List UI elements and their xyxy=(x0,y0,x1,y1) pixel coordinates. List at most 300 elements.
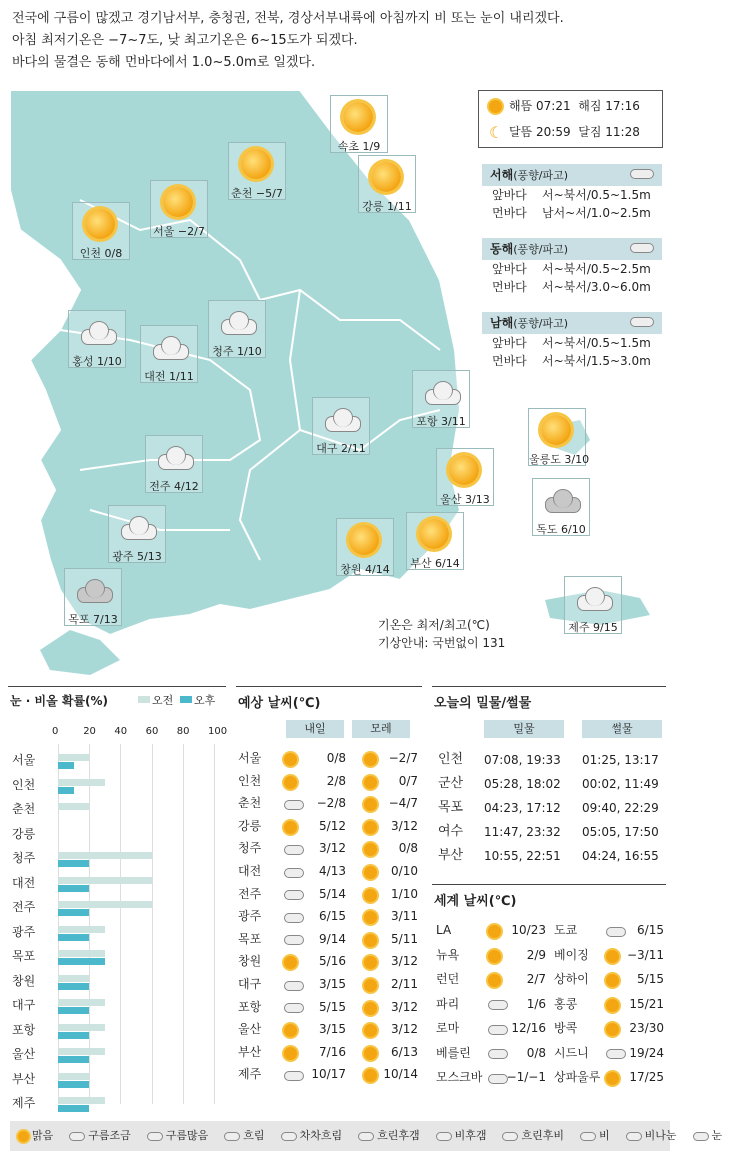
precip-pm-bar xyxy=(58,1105,89,1112)
world-city: 홍콩 xyxy=(554,996,578,1011)
forecast-icon-1 xyxy=(284,772,297,792)
map-city-label: 인천 0/8 xyxy=(79,247,123,260)
precip-city: 제주 xyxy=(12,1096,36,1110)
forecast-city: 인천 xyxy=(238,773,262,788)
forecast-icon-2 xyxy=(364,817,377,837)
sea-row-label: 먼바다 xyxy=(492,280,527,294)
sun-icon xyxy=(364,866,377,879)
sea-header xyxy=(482,164,662,186)
precip-city: 부산 xyxy=(12,1071,36,1086)
sunset-time: 17:16 xyxy=(605,99,640,113)
forecast-temp-1: 4/13 xyxy=(319,864,346,878)
sea-row xyxy=(482,260,662,278)
legend-item xyxy=(436,1129,495,1142)
map-city xyxy=(330,95,388,153)
forecast-icon-1 xyxy=(284,839,304,859)
forecast-icon-2 xyxy=(364,952,377,972)
forecast-temp-2: 0/7 xyxy=(398,773,418,788)
world-city: LA xyxy=(436,923,452,937)
precip-tick: 40 xyxy=(114,726,128,737)
cloud-icon xyxy=(117,516,157,538)
sun-icon xyxy=(364,934,377,947)
tide-title: 오늘의 밀물/썰물 xyxy=(434,696,532,711)
headline-line-2: 아침 최저기온은 −7~7도, 낮 최고기온은 6~15도가 되겠다. xyxy=(12,33,358,48)
precip-city: 목포 xyxy=(12,949,36,963)
map-city xyxy=(228,142,286,200)
sea-sub: (풍향/파고) xyxy=(513,169,568,182)
sun-icon xyxy=(349,525,379,555)
world-temp: 17/25 xyxy=(629,1070,664,1084)
sun-icon xyxy=(364,911,377,924)
cloud-icon xyxy=(284,800,304,810)
tide-col-high: 밀물 xyxy=(484,720,564,738)
world-city: 뉴욕 xyxy=(436,947,460,962)
forecast-icon-1 xyxy=(284,907,304,927)
sea-row-value: 서~북서/1.5~3.0m xyxy=(542,354,651,368)
precip-pm-bar xyxy=(58,909,89,916)
sun-moon-box xyxy=(478,90,663,148)
sun-icon xyxy=(364,979,377,992)
map-city xyxy=(108,505,166,563)
legend-item xyxy=(69,1129,139,1142)
tide-low: 00:02, 11:49 xyxy=(582,777,659,791)
precip-city: 청주 xyxy=(12,851,36,865)
forecast-temp-1: −2/8 xyxy=(316,796,346,811)
forecast-city: 전주 xyxy=(238,886,262,901)
precip-am-bar xyxy=(58,852,152,859)
forecast-temp-1: 2/8 xyxy=(326,773,346,788)
precip-pm-bar xyxy=(58,1056,89,1063)
world-city: 파리 xyxy=(436,996,460,1011)
sun-icon xyxy=(364,1024,377,1037)
sea-box xyxy=(482,312,662,370)
forecast-icon-1 xyxy=(284,1065,304,1085)
precip-am-bar xyxy=(58,926,105,933)
map-city-label: 포항 3/11 xyxy=(416,415,466,428)
forecast-temp-2: 5/11 xyxy=(391,931,418,946)
sun-icon xyxy=(284,821,297,834)
precip-gridline xyxy=(152,744,153,1104)
world-temp: −1/−1 xyxy=(506,1070,546,1084)
forecast-icon-1 xyxy=(284,998,304,1018)
forecast-icon-1 xyxy=(284,975,304,995)
cloud-icon xyxy=(284,1071,304,1081)
world-temp: 1/6 xyxy=(526,996,546,1011)
forecast-icon-2 xyxy=(364,862,377,882)
sun-icon xyxy=(364,1069,377,1082)
map-city xyxy=(564,576,622,634)
precip-city: 울산 xyxy=(12,1047,36,1061)
sunset-label: 해짐 xyxy=(578,99,602,113)
map-city-label: 울릉도 3/10 xyxy=(529,453,590,466)
cloud-icon xyxy=(630,169,654,179)
legend-item xyxy=(626,1129,685,1142)
headline-line-3: 바다의 물결은 동해 먼바다에서 1.0~5.0m로 일겠다. xyxy=(12,55,316,70)
forecast-city: 광주 xyxy=(238,909,262,924)
sea-row xyxy=(482,352,662,370)
cloud-icon xyxy=(147,1132,163,1141)
precip-am-bar xyxy=(58,803,89,810)
map-city-label: 독도 6/10 xyxy=(536,523,586,536)
tide-high: 11:47, 23:32 xyxy=(484,825,561,839)
forecast-icon-2 xyxy=(364,907,377,927)
world-city: 상하이 xyxy=(554,972,589,986)
sea-row-label: 먼바다 xyxy=(492,354,527,368)
forecast-icon-1 xyxy=(284,885,304,905)
tide-low: 01:25, 13:17 xyxy=(582,753,659,767)
map-city-label: 제주 9/15 xyxy=(568,621,618,634)
sunrise-icon xyxy=(489,100,502,113)
map-city-label: 울산 3/13 xyxy=(440,493,490,506)
tide-low: 05:05, 17:50 xyxy=(582,825,659,839)
forecast-icon-2 xyxy=(364,794,377,814)
map-city xyxy=(150,180,208,238)
world-city: 베이징 xyxy=(554,947,589,962)
sea-sub: (풍향/파고) xyxy=(513,317,568,330)
forecast-temp-2: 0/10 xyxy=(391,864,418,878)
forecast-temp-1: 5/16 xyxy=(319,954,346,969)
sun-icon xyxy=(364,1047,377,1060)
forecast-icon-2 xyxy=(364,885,377,905)
forecast-city: 강릉 xyxy=(238,818,262,833)
moonset-label: 달짐 xyxy=(578,125,602,139)
sea-row-label: 먼바다 xyxy=(492,206,527,220)
precip-pm-bar xyxy=(58,787,74,794)
legend-label: 눈 xyxy=(711,1129,723,1142)
map-city xyxy=(140,325,198,383)
forecast-city: 포항 xyxy=(238,999,262,1014)
cloud-icon xyxy=(321,408,361,430)
legend-item xyxy=(147,1129,217,1142)
cloud-icon xyxy=(630,243,654,253)
precip-am-bar xyxy=(58,1048,105,1055)
sunrise-label: 해뜸 xyxy=(509,99,533,113)
tide-low: 04:24, 16:55 xyxy=(582,849,659,863)
forecast-city: 청주 xyxy=(238,841,262,856)
forecast-city: 춘천 xyxy=(238,796,262,811)
forecast-temp-2: 3/12 xyxy=(391,954,418,969)
world-city: 모스크바 xyxy=(436,1070,483,1084)
forecast-temp-2: 3/11 xyxy=(391,909,418,924)
cloud-icon xyxy=(284,868,304,878)
world-city: 런던 xyxy=(436,972,460,986)
sea-row xyxy=(482,204,662,222)
world-city: 상파울루 xyxy=(554,1070,601,1084)
forecast-temp-2: 3/12 xyxy=(391,1022,418,1037)
moonset-time: 11:28 xyxy=(605,125,640,139)
world-title: 세계 날씨(℃) xyxy=(434,894,517,909)
precip-gridline xyxy=(183,744,184,1104)
precip-pm-bar xyxy=(58,1081,89,1088)
pm-legend-label: 오후 xyxy=(194,694,216,707)
sea-box xyxy=(482,238,662,296)
precip-gridline xyxy=(120,744,121,1104)
cloud-icon xyxy=(358,1132,374,1141)
precip-city: 서울 xyxy=(12,753,36,767)
sun-icon xyxy=(364,843,377,856)
sea-row xyxy=(482,278,662,296)
overcast-icon xyxy=(541,489,581,511)
am-legend-label: 오전 xyxy=(152,694,174,707)
precip-pm-bar xyxy=(58,934,89,941)
map-city xyxy=(532,478,590,536)
cloud-icon xyxy=(284,890,304,900)
legend-label: 비후갬 xyxy=(454,1129,487,1142)
sun-icon xyxy=(18,1131,29,1142)
map-city xyxy=(145,435,203,493)
forecast-icon-2 xyxy=(364,998,377,1018)
world-city: 시드니 xyxy=(554,1045,589,1060)
precip-am-bar xyxy=(58,1024,105,1031)
world-city: 도쿄 xyxy=(554,923,578,937)
precip-city: 광주 xyxy=(12,924,36,939)
cloud-icon xyxy=(436,1132,452,1141)
legend-label: 흐린후갬 xyxy=(377,1129,420,1142)
tide-high: 05:28, 18:02 xyxy=(484,777,561,791)
overcast-icon xyxy=(73,579,113,601)
cloud-icon xyxy=(281,1132,297,1141)
sun-icon xyxy=(419,519,449,549)
map-city-label: 홍성 1/10 xyxy=(72,355,122,368)
map-city xyxy=(312,397,370,455)
moonrise-time: 20:59 xyxy=(536,125,571,139)
forecast-temp-2: −2/7 xyxy=(388,751,418,765)
forecast-icon-1 xyxy=(284,794,304,814)
sun-icon xyxy=(85,209,115,239)
sea-header xyxy=(482,312,662,334)
precip-city: 포항 xyxy=(12,1022,36,1037)
world-city: 로마 xyxy=(436,1021,460,1035)
forecast-icon-2 xyxy=(364,975,377,995)
forecast-temp-1: 10/17 xyxy=(311,1067,346,1082)
forecast-icon-1 xyxy=(284,952,297,972)
forecast-icon-2 xyxy=(364,930,377,950)
map-city-label: 창원 4/14 xyxy=(340,563,390,576)
cloud-icon xyxy=(154,446,194,468)
map-city-label: 서울 −2/7 xyxy=(153,225,205,238)
map-city xyxy=(68,310,126,368)
map-city-label: 부산 6/14 xyxy=(410,557,460,570)
pm-legend-swatch xyxy=(180,696,192,703)
legend-item xyxy=(502,1129,572,1142)
sun-icon xyxy=(284,1047,297,1060)
legend-item xyxy=(358,1129,428,1142)
precip-city: 인천 xyxy=(12,777,36,792)
precip-city: 대전 xyxy=(12,875,36,890)
sun-icon xyxy=(364,1002,377,1015)
forecast-temp-1: 0/8 xyxy=(326,751,346,765)
cloud-icon xyxy=(69,1132,85,1141)
legend-item xyxy=(693,1129,731,1142)
forecast-temp-2: −4/7 xyxy=(388,796,418,811)
precip-am-bar xyxy=(58,999,105,1006)
forecast-icon-1 xyxy=(284,1043,297,1063)
sea-row-label: 앞바다 xyxy=(492,262,527,276)
precip-city: 대구 xyxy=(12,998,36,1012)
world-temp: 19/24 xyxy=(629,1045,664,1060)
precip-city: 전주 xyxy=(12,900,36,914)
legend-label: 흐림 xyxy=(243,1129,265,1142)
forecast-city: 서울 xyxy=(238,751,262,765)
forecast-icon-1 xyxy=(284,862,304,882)
cloud-icon xyxy=(284,1003,304,1013)
precip-am-bar xyxy=(58,1073,89,1080)
headline-line-1: 전국에 구름이 많겠고 경기남서부, 충청권, 전북, 경상서부내륙에 아침까지 비 또는 눈이 내리겠다. xyxy=(12,11,564,26)
tide-col-low: 썰물 xyxy=(582,720,662,738)
forecast-icon-1 xyxy=(284,817,297,837)
cloud-icon xyxy=(626,1132,642,1141)
forecast-col-dayafter: 모레 xyxy=(352,720,410,738)
forecast-icon-2 xyxy=(364,749,377,769)
forecast-temp-1: 6/15 xyxy=(319,909,346,924)
sun-icon xyxy=(284,1024,297,1037)
sea-name: 남해 xyxy=(490,316,514,330)
map-city-label: 청주 1/10 xyxy=(212,345,262,358)
forecast-city: 울산 xyxy=(238,1022,262,1037)
sunrise-time: 07:21 xyxy=(536,99,571,113)
sea-row-value: 서~북서/3.0~6.0m xyxy=(542,280,651,294)
sun-icon xyxy=(241,149,271,179)
legend-label: 비 xyxy=(599,1129,610,1142)
map-city-label: 대전 1/11 xyxy=(144,370,194,383)
forecast-icon-2 xyxy=(364,1020,377,1040)
precip-city: 춘천 xyxy=(12,802,36,816)
map-city xyxy=(436,448,494,506)
world-temp: 2/7 xyxy=(526,972,546,986)
world-city: 베를린 xyxy=(436,1045,471,1060)
precip-city: 창원 xyxy=(12,973,36,988)
precip-pm-bar xyxy=(58,1007,89,1014)
sun-icon xyxy=(364,776,377,789)
tide-city: 군산 xyxy=(438,776,464,791)
moonrise-label: 달뜸 xyxy=(509,125,533,139)
cloud-icon xyxy=(224,1132,240,1141)
map-city xyxy=(406,512,464,570)
icon-legend xyxy=(10,1121,723,1151)
map-city-label: 강릉 1/11 xyxy=(362,200,412,213)
forecast-temp-2: 2/11 xyxy=(391,977,418,991)
tide-high: 04:23, 17:12 xyxy=(484,801,561,815)
sun-icon xyxy=(541,415,571,445)
sun-icon xyxy=(449,455,479,485)
map-city-label: 대구 2/11 xyxy=(316,442,366,455)
forecast-temp-1: 5/14 xyxy=(319,886,346,901)
forecast-temp-1: 5/15 xyxy=(319,999,346,1014)
world-temp: 6/15 xyxy=(637,923,664,937)
sun-icon xyxy=(284,956,297,969)
cloud-icon xyxy=(149,336,189,358)
tide-city: 목포 xyxy=(438,800,464,815)
precip-am-bar xyxy=(58,877,152,884)
map-city-label: 춘천 −5/7 xyxy=(231,187,283,200)
cloud-icon xyxy=(502,1132,518,1141)
sun-icon xyxy=(364,889,377,902)
legend-item xyxy=(580,1129,618,1142)
sea-name: 서해 xyxy=(490,168,514,182)
precip-pm-bar xyxy=(58,983,89,990)
world-temp: 15/21 xyxy=(629,996,664,1011)
legend-label: 맑음 xyxy=(32,1129,54,1142)
cloud-icon xyxy=(580,1132,596,1141)
sun-icon xyxy=(364,821,377,834)
forecast-temp-1: 9/14 xyxy=(319,931,346,946)
am-legend-swatch xyxy=(138,696,150,703)
world-temp: 5/15 xyxy=(637,972,664,986)
map-city-label: 목포 7/13 xyxy=(68,613,118,626)
tide-city: 여수 xyxy=(438,824,464,839)
sea-header xyxy=(482,238,662,260)
forecast-city: 제주 xyxy=(238,1067,262,1082)
forecast-temp-2: 10/14 xyxy=(383,1067,418,1082)
legend-item xyxy=(18,1129,61,1142)
forecast-icon-2 xyxy=(364,772,377,792)
legend-label: 차차흐림 xyxy=(299,1129,343,1142)
precip-pm-bar xyxy=(58,762,74,769)
forecast-icon-2 xyxy=(364,1065,377,1085)
forecast-temp-2: 1/10 xyxy=(391,886,418,901)
precip-tick: 100 xyxy=(208,726,228,737)
sea-row-label: 앞바다 xyxy=(492,336,527,350)
world-temp: 12/16 xyxy=(511,1021,546,1035)
precip-am-bar xyxy=(58,779,105,786)
sea-sub: (풍향/파고) xyxy=(513,243,568,256)
legend-label: 구름조금 xyxy=(88,1129,131,1142)
legend-item xyxy=(281,1129,351,1142)
world-temp: 0/8 xyxy=(526,1045,546,1060)
sea-row-value: 남서~서/1.0~2.5m xyxy=(542,206,651,220)
map-city xyxy=(208,300,266,358)
forecast-city: 목포 xyxy=(238,931,262,946)
sun-icon xyxy=(371,162,401,192)
sea-row xyxy=(482,186,662,204)
precip-city: 강릉 xyxy=(12,826,36,841)
forecast-temp-1: 3/12 xyxy=(319,841,346,856)
map-city-label: 속초 1/9 xyxy=(337,140,381,153)
precip-am-bar xyxy=(58,975,89,982)
sea-row-label: 앞바다 xyxy=(492,188,527,202)
world-temp: 23/30 xyxy=(629,1021,664,1035)
cloud-icon xyxy=(217,311,257,333)
world-temp: 2/9 xyxy=(526,947,546,962)
sea-box xyxy=(482,164,662,222)
sun-icon xyxy=(364,956,377,969)
forecast-icon-1 xyxy=(284,1020,297,1040)
forecast-temp-1: 7/16 xyxy=(319,1044,346,1059)
cloud-icon xyxy=(693,1132,709,1141)
forecast-title: 예상 날씨(℃) xyxy=(238,696,321,711)
forecast-icon-1 xyxy=(284,930,304,950)
legend-label: 구름많음 xyxy=(165,1129,209,1142)
forecast-city: 부산 xyxy=(238,1044,262,1059)
forecast-temp-1: 3/15 xyxy=(319,977,346,991)
forecast-temp-2: 3/12 xyxy=(391,999,418,1014)
sea-row-value: 서~북서/0.5~1.5m xyxy=(542,336,651,350)
legend-item xyxy=(224,1129,272,1142)
sun-icon xyxy=(364,798,377,811)
tide-low: 09:40, 22:29 xyxy=(582,801,659,815)
forecast-city: 대구 xyxy=(238,977,262,991)
forecast-temp-2: 0/8 xyxy=(398,841,418,856)
cloud-icon xyxy=(284,981,304,991)
precip-pm-bar xyxy=(58,1032,89,1039)
precip-tick: 0 xyxy=(52,726,59,737)
forecast-temp-2: 3/12 xyxy=(391,818,418,833)
precip-tick: 80 xyxy=(176,726,190,737)
world-temp: −3/11 xyxy=(626,947,664,962)
precip-am-bar xyxy=(58,1097,105,1104)
map-city xyxy=(412,370,470,428)
precip-pm-bar xyxy=(58,885,89,892)
